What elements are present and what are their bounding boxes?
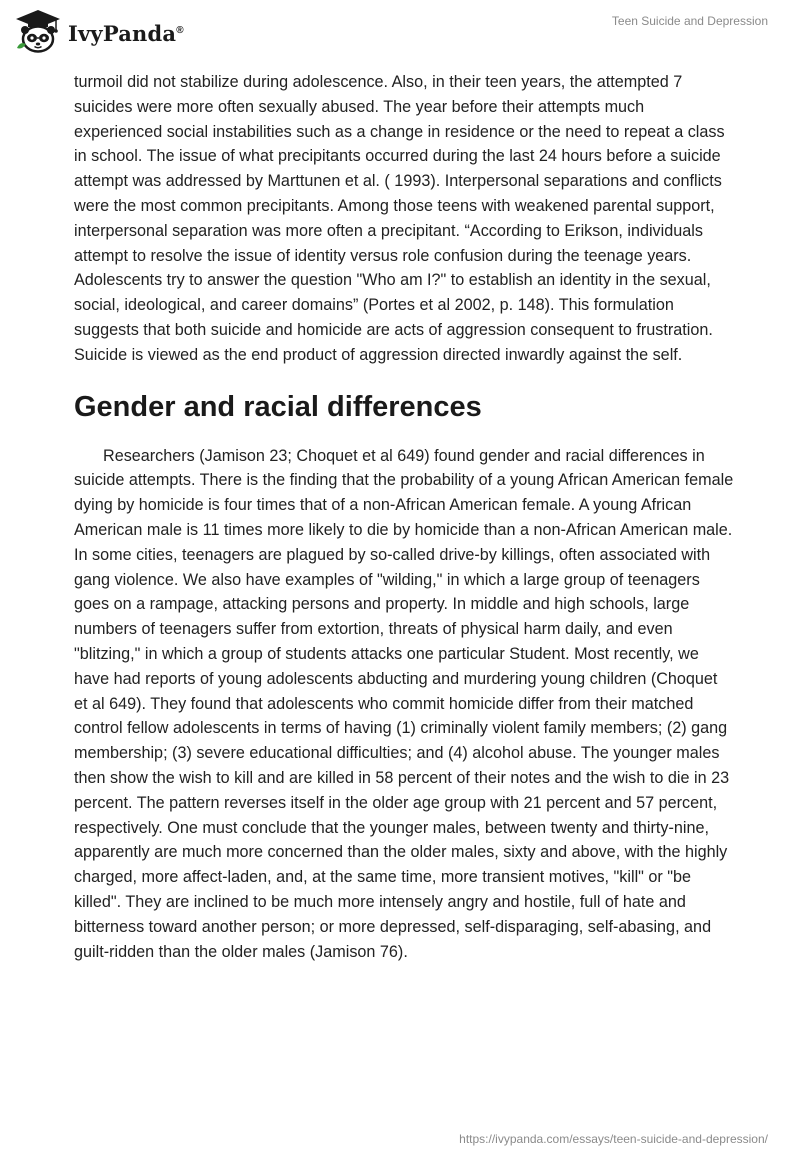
logo-wordmark xyxy=(68,21,184,46)
panda-graduate-logo-icon xyxy=(14,8,62,54)
section-heading: Gender and racial differences xyxy=(74,390,482,423)
source-url[interactable]: https://ivypanda.com/essays/teen-suicide-and-depression/ xyxy=(459,1132,768,1146)
page-header xyxy=(0,0,800,70)
body-paragraph-2: Researchers (Jamison 23; Choquet et al 649) found gender and racial differences in suicide attempts. There is the finding that the probability of a young African American female dying by homicide is four times that of a non-African American female. A young African American male is 11 times more likely to die by homicide than a non-African American male. In some cities, teenagers are plagued by so-called drive-by killings, often associated with gang violence. We also have examples of "wilding," in which a large group of teenagers goes on a rampage, attacking persons and property. In middle and high schools, large numbers of teenagers suffer from extortion, threats of physical harm daily, and even "blitzing," in which a group of students attacks one particular Student. Most recently, we have had reports of young adolescents abducting and murdering young children (Choquet et al 649). They found that adolescents who commit homicide differ from their matched control fellow adolescents in terms of having (1) criminally violent family members; (2) gang membership; (3) severe educational difficulties; and (4) alcohol abuse. The younger males then show the wish to kill and are killed in 58 percent of their notes and the wish to die in 23 percent. The pattern reverses itself in the older age group with 21 percent and 57 percent, respectively. One must conclude that the younger males, between twenty and thirty-nine, apparently are much more concerned than the older males, sixty and above, with the highly charged, more affect-laden, and, at the same time, more transient motives, "kill" or "be killed". They are inclined to be much more intensely angry and hostile, full of hate and bitterness toward another person; or more depressed, self-disparaging, self-abasing, and guilt-ridden than the older males (Jamison 76). xyxy=(74,446,734,961)
ivypanda-logo[interactable] xyxy=(14,8,184,54)
essay-content xyxy=(74,70,734,964)
brand-name: IvyPanda xyxy=(68,20,177,46)
body-paragraph-1: turmoil did not stabilize during adolescence. Also, in their teen years, the attempted 7 suicides were more often sexually abused. The year before their attempts much experienced social instabilities such as a change in residence or the need to repeat a class in school. The issue of what precipitants occurred during the last 24 hours before a suicide attempt was addressed by Marttunen et al. ( 1993). Interpersonal separations and conflicts were the most common precipitants. Among those teens with weakened parental support, interpersonal separation was more often a precipitant. “According to Erikson, individuals attempt to resolve the issue of identity versus role confusion during the teenage years. Adolescents try to answer the question "Who am I?" to establish an identity in the sexual, social, ideological, and career domains” (Portes et al 2002, p. 148). This formulation suggests that both suicide and homicide are acts of aggression consequent to frustration. Suicide is viewed as the end product of aggression directed inwardly against the self. xyxy=(74,73,725,364)
registered-mark: ® xyxy=(176,24,184,36)
document-title: Teen Suicide and Depression xyxy=(611,14,768,28)
